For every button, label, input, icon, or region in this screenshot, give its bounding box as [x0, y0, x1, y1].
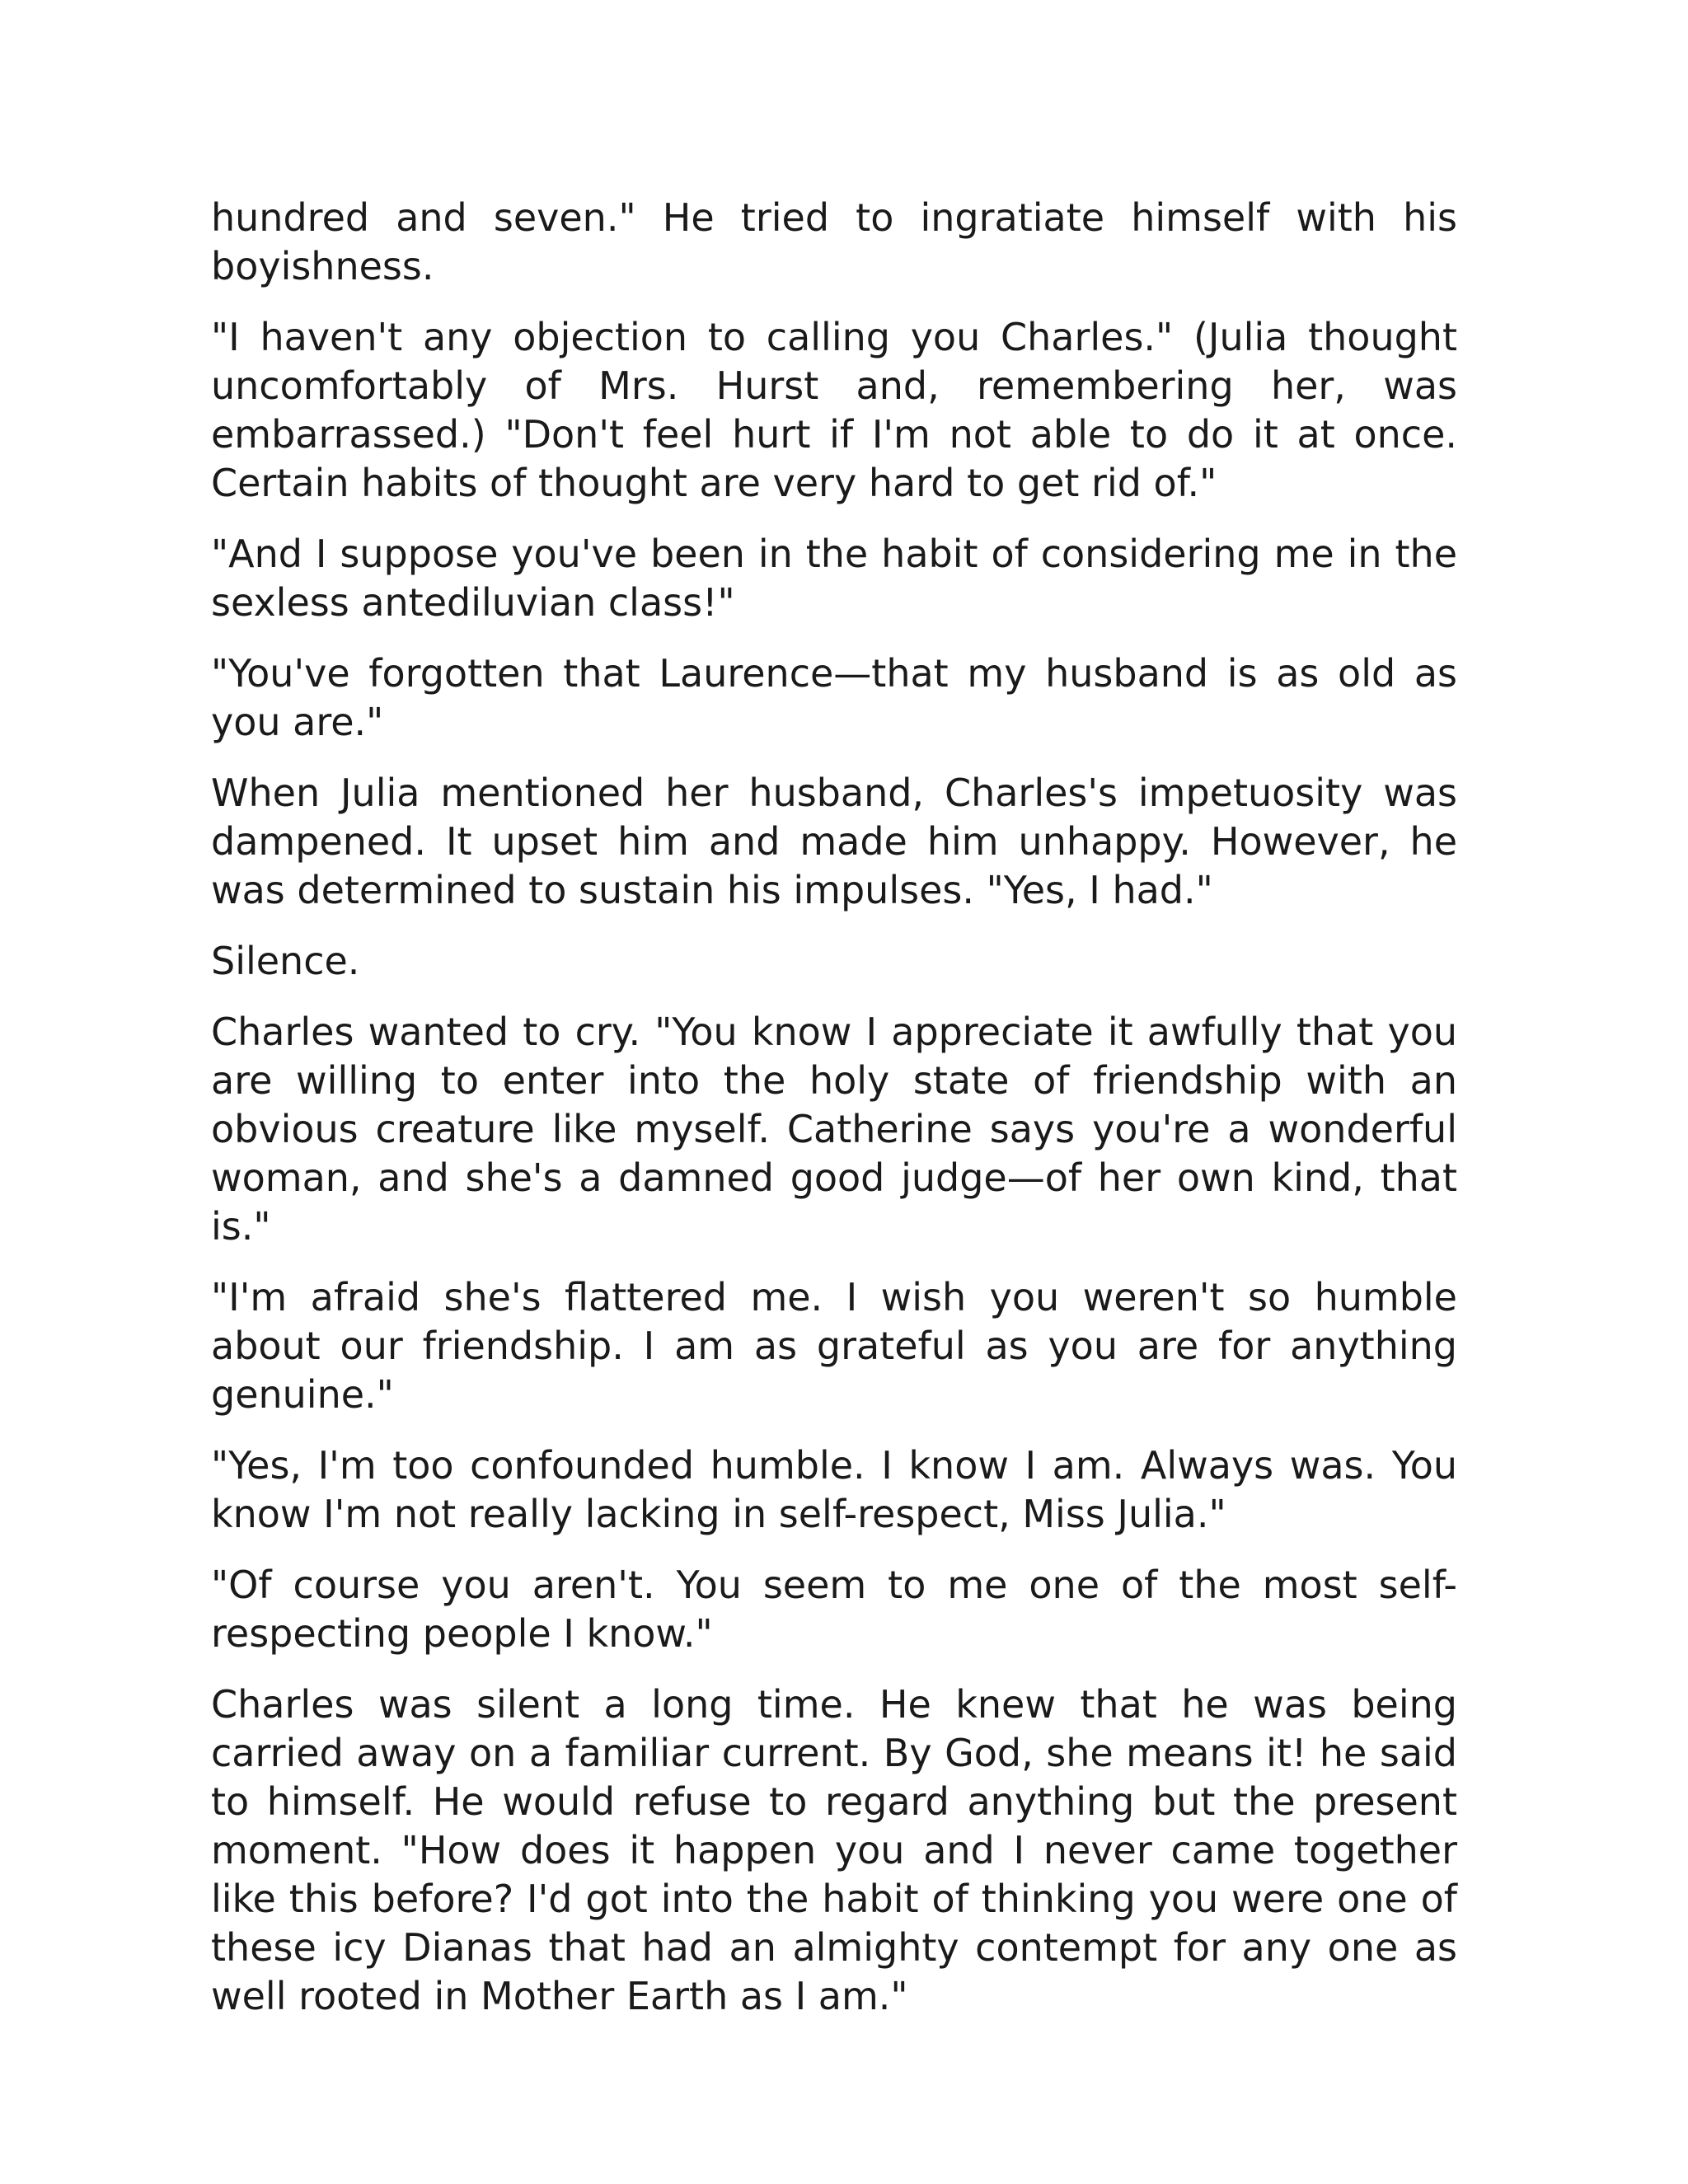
- paragraph: Charles wanted to cry. "You know I appreciate it awfully that you are willing to enter into the holy state of friendship with an obvious creature like myself. Catherine says you're a wonderful woman, and she's a damned good judge—of her own kind, that is.": [211, 1010, 1457, 1249]
- paragraph: "I haven't any objection to calling you Charles." (Julia thought uncomfortably of Mrs. Hurst and, remembering her, was embarrassed.) "Don't feel hurt if I'm not able to do it at once. Certain habits of thought are very hard to get rid of.": [211, 315, 1457, 505]
- paragraph: "Of course you aren't. You seem to me one of the most self-respecting people I know.": [211, 1563, 1457, 1656]
- paragraph: Silence.: [211, 939, 360, 983]
- paragraph: "I'm afraid she's flattered me. I wish you weren't so humble about our friendship. I am as grateful as you are for anything genuine.": [211, 1275, 1457, 1417]
- paragraph: "And I suppose you've been in the habit of considering me in the sexless antediluvian class!": [211, 532, 1457, 625]
- page-body: [211, 194, 1457, 2043]
- paragraph: Charles was silent a long time. He knew that he was being carried away on a familiar current. By God, she means it! he said to himself. He would refuse to regard anything but the present moment. "How does it happen you and I never came together like this before? I'd got into the habit of thinking you were one of these icy Dianas that had an almighty contempt for any one as well rooted in Mother Earth as I am.": [211, 1682, 1457, 2018]
- paragraph: When Julia mentioned her husband, Charles's impetuosity was dampened. It upset him and made him unhappy. However, he was determined to sustain his impulses. "Yes, I had.": [211, 771, 1457, 912]
- paragraph: hundred and seven." He tried to ingratiate himself with his boyishness.: [211, 195, 1457, 288]
- paragraph: "You've forgotten that Laurence—that my husband is as old as you are.": [211, 651, 1457, 744]
- paragraph: "Yes, I'm too confounded humble. I know I am. Always was. You know I'm not really lacking in self-respect, Miss Julia.": [211, 1443, 1457, 1536]
